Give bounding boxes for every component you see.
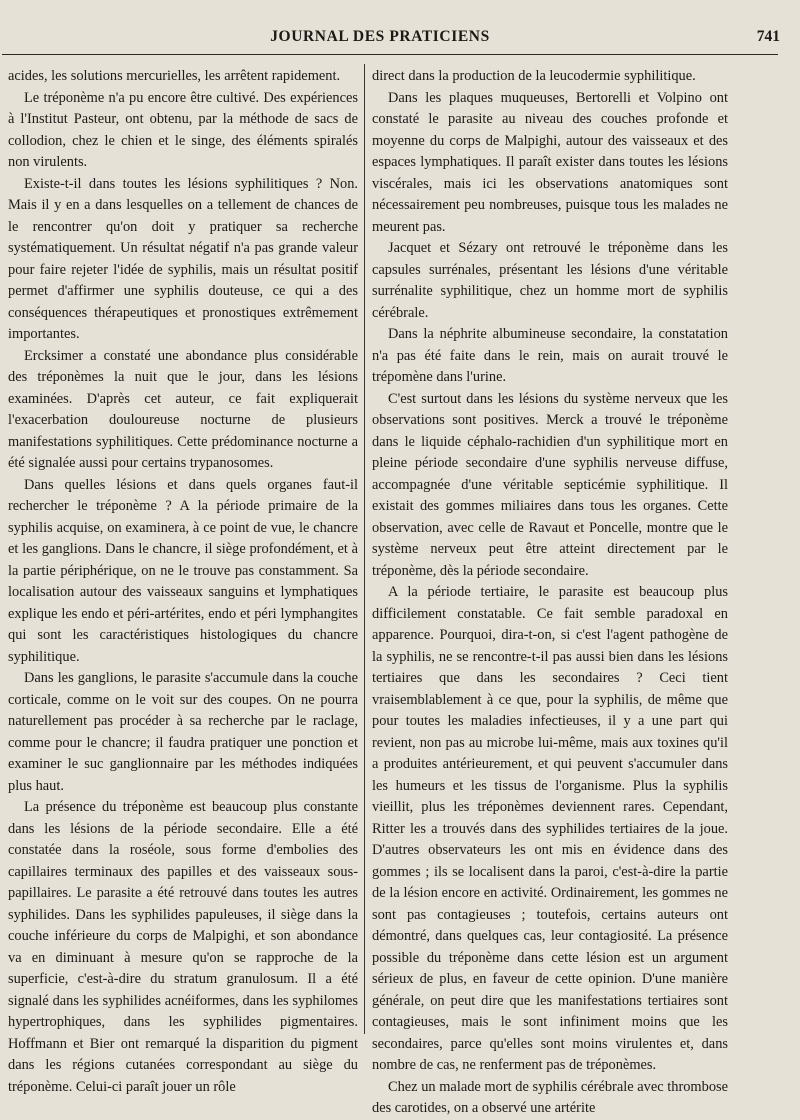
- left-column: [8, 66, 358, 1098]
- header-rule: [2, 54, 778, 55]
- paragraph: A la période tertiaire, le parasite est beaucoup plus difficilement constatable. Ce fait semble paradoxal en apparence. Pourquoi, dira-t-on, si c'est l'agent pathogène de la syphilis, ne se rencontre-t-il pas aussi bien dans les lésions tertiaires que dans les secondaires ? Ceci tient vraisemblablement à ce que, pour la syphilis, de même que pour toutes les maladies infectieuses, il y a une part qui revient, non pas au microbe lui-même, mais aux toxines qu'il a produites antérieurement, et qui peuvent s'accumuler dans les humeurs et les tissus de l'organisme. Plus la syphilis vieillit, plus les tréponèmes deviennent rares. Cependant, Ritter les a trouvés dans des syphilides tertiaires de la joue. D'autres observateurs les ont mis en évidence dans des gommes ; ils se localisent dans la paroi, c'est-à-dire la partie de la lésion encore en activité. Ordinairement, les gommes ne sont pas contagieuses ; toutefois, certains auteurs ont démontré, dans quelques cas, leur contagiosité. La présence possible du tréponème dans cette lésion est un argument sérieux de plus, en faveur de cette opinion. D'une manière générale, on peut dire que les manifestations tertiaires sont contagieuses, mais le sont infiniment moins que les secondaires, parce qu'elles sont moins virulentes et, dans nombre de cas, ne renferment pas de tréponèmes.: [372, 584, 728, 1073]
- right-column: [372, 66, 728, 1120]
- paragraph: Existe-t-il dans toutes les lésions syphilitiques ? Non. Mais il y en a dans lesquelles on a tellement de chances de le rencontrer qu'on doit y pratiquer sa recherche systématiquement. Un résultat négatif n'a pas grande valeur pour faire rejeter l'idée de syphilis, mais un résultat positif permet d'affirmer une syphilis douteuse, ce qui a des conséquences thérapeutiques et pronostiques extrêmement importantes.: [8, 175, 358, 342]
- paragraph: Dans les plaques muqueuses, Bertorelli et Volpino ont constaté le parasite au niveau des couches profonde et moyenne du corps de Malpighi, autour des vaisseaux et des espaces lymphatiques. Il paraît exister dans toutes les lésions viscérales, mais ici les observations anatomiques sont nécessairement peu nombreuses, puisque tous les malades ne meurent pas.: [372, 89, 728, 235]
- column-divider: [364, 64, 365, 1034]
- paragraph: C'est surtout dans les lésions du système nerveux que les observations sont positives. Merck a trouvé le tréponème dans le liquide céphalo-rachidien d'un syphilitique mort en pleine période secondaire d'une syphilis nerveuse diffuse, accompagnée d'une véritable septicémie syphilitique. Il existait des gommes miliaires dans tous les organes. Cette observation, avec celle de Ravaut et Poncelle, montre que le système nerveux peut être atteint directement par le tréponème, dès la période secondaire.: [372, 390, 728, 579]
- paragraph: acides, les solutions mercurielles, les arrêtent rapidement.: [8, 68, 341, 84]
- page-number: 741: [756, 28, 780, 45]
- page-header: [0, 26, 800, 54]
- paragraph: direct dans la production de la leucodermie syphilitique.: [372, 68, 696, 84]
- paragraph: Dans les ganglions, le parasite s'accumule dans la couche corticale, comme on le voit sur des coupes. On ne pourra naturellement pas procéder à sa recherche par le raclage, comme pour le chancre; il faudra pratiquer une ponction et examiner le suc ganglionnaire par les méthodes indiquées plus haut.: [8, 670, 358, 794]
- paragraph: Dans quelles lésions et dans quels organes faut-il rechercher le tréponème ? A la période primaire de la syphilis acquise, on examinera, à ce point de vue, le chancre et les ganglions. Dans le chancre, il siège profondément, et à la partie périphérique, on ne le trouve pas constamment. Sa localisation autour des vaisseaux sanguins et lymphatiques explique les endo et péri-artérites, endo et péri lymphangites qui sont les caractéristiques histologiques du chancre syphilitique.: [8, 476, 358, 665]
- paragraph: Chez un malade mort de syphilis cérébrale avec thrombose des carotides, on a observé une artérite: [372, 1078, 728, 1116]
- paragraph: Ercksimer a constaté une abondance plus considérable des tréponèmes la nuit que le jour, dans les lésions examinées. D'après cet auteur, ce fait expliquerait l'exacerbation douloureuse nocturne de plusieurs manifestations syphilitiques. Cette prédominance nocturne a été signalée aussi pour certains trypanosomes.: [8, 347, 358, 471]
- paragraph: Jacquet et Sézary ont retrouvé le tréponème dans les capsules surrénales, présentant les lésions d'une véritable surrénalite syphilitique, chez un homme mort de syphilis cérébrale.: [372, 240, 728, 321]
- paragraph: Dans la néphrite albumineuse secondaire, la constatation n'a pas été faite dans le rein, mais on aurait trouvé le trépomène dans l'urine.: [372, 326, 728, 385]
- paragraph: La présence du tréponème est beaucoup plus constante dans les lésions de la période secondaire. Elle a été constatée dans la roséole, sous forme d'embolies des capillaires terminaux des papilles et des vaisseaux sous-papillaires. Le parasite a été retrouvé dans toutes les autres syphilides. Dans les syphilides papuleuses, il siège dans la couche inférieure du corps de Malpighi, et son abondance va en diminuant à mesure qu'on se rapproche de la superficie, c'est-à-dire du stratum granulosum. Il a été signalé dans les syphilides acnéiformes, dans les syphilomes hypertrophiques, dans les syphilides pigmentaires. Hoffmann et Bier ont remarqué la disparition du pigment dans les régions cutanées correspondant au siège du tréponème. Celui-ci paraît jouer un rôle: [8, 799, 358, 1095]
- running-title: JOURNAL DES PRATICIENS: [270, 28, 490, 45]
- paragraph: Le tréponème n'a pu encore être cultivé. Des expériences à l'Institut Pasteur, ont obtenu, par la méthode de sacs de collodion, chez le chien et le singe, des éléments spiralés non virulents.: [8, 89, 358, 170]
